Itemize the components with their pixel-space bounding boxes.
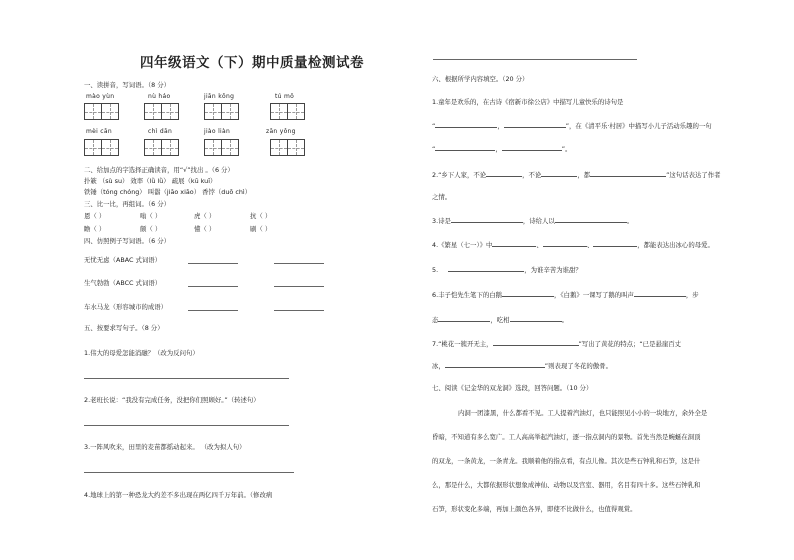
fill-text: ，在《清平乐·村居》中描写小儿子活动乐趣的一句 xyxy=(569,122,712,130)
page-title: 四年级语文（下）期中质量检测试卷 xyxy=(140,55,364,71)
section-2-heading: 二、给加点的字选择正确读音，用“√”找出 。（6 分） xyxy=(84,166,234,174)
fill-text: 。 xyxy=(561,316,568,324)
sentence-question: 2.老班长说：“我没有完成任务，没把你们照顾好。”（转述句） xyxy=(84,396,260,404)
imitate-example: 无忧无虑（ABAC 式词语） xyxy=(84,256,162,264)
fill-text: ，都 xyxy=(577,171,591,179)
fill-text: ，都能表达出冰心的母爱。 xyxy=(637,241,714,249)
section-4-heading: 四、仿照例子写词语。（6 分） xyxy=(84,237,170,245)
imitate-example: 车水马龙（形容城市的成语） xyxy=(84,303,168,311)
pinyin: jiào liàn xyxy=(204,128,231,135)
pinyin: jiān kōng xyxy=(204,93,235,100)
answer-line[interactable] xyxy=(84,472,294,473)
blank[interactable] xyxy=(543,240,587,247)
blank[interactable] xyxy=(492,240,536,247)
pinyin: mèi cān xyxy=(86,128,112,135)
fill-text: ，诗给人以 xyxy=(522,217,555,225)
pinyin: zān yǒng xyxy=(266,128,296,135)
fill-text: ，为谁辛苦为谁甜？ xyxy=(524,266,582,274)
writing-grid[interactable] xyxy=(144,139,178,156)
writing-grid[interactable] xyxy=(144,103,178,120)
writing-grid[interactable] xyxy=(270,103,304,120)
reading-paragraph: 昏暗，不知道有多么宽广。工人高高举起汽油灯，逐一指点洞内的景物。首先当然是蜿蜒在洞顶 xyxy=(432,433,701,441)
pinyin: mào yùn xyxy=(86,93,115,100)
answer-line[interactable] xyxy=(84,378,289,379)
fill-text: 、 xyxy=(586,241,594,249)
compare-item[interactable]: 虎（ ） xyxy=(194,212,216,220)
blank[interactable] xyxy=(486,170,522,177)
compare-item[interactable]: 恩（ ） xyxy=(84,212,106,220)
fill-text: 7.“桃花一簇开无主， xyxy=(432,340,493,348)
compare-item[interactable]: 颇（ ） xyxy=(140,225,162,233)
fill-question: 1.童年是欢乐的，在古诗《宿新市徐公店》中描写儿童快乐的诗句是 xyxy=(432,98,624,106)
reading-paragraph: 内洞一团漆黑，什么都看不见。工人提着汽油灯，也只能照见小小的一块地方，余外全是 xyxy=(458,409,708,417)
fill-question xyxy=(432,265,582,274)
reading-paragraph: 么，那是什么，大都依据形状想象成神仙、动物以及宫室、器用，名目有四十多。这些石钟乳和 xyxy=(432,481,701,489)
section-6-heading: 六、根据所学内容填空。（20 分） xyxy=(432,75,529,83)
fill-text: 态 xyxy=(432,316,439,324)
fill-question xyxy=(432,361,612,370)
pinyin: tú mǒ xyxy=(275,93,295,100)
writing-grid[interactable] xyxy=(204,139,238,156)
section-2-line: 扑簌 （sù su） 效率（lǜ lǜ） 疏展（kū kuī） xyxy=(84,177,217,185)
answer-line[interactable] xyxy=(274,310,324,311)
fill-text: ”这句话表达了作者 xyxy=(666,171,721,179)
blank[interactable] xyxy=(634,290,686,297)
fill-text: 、 xyxy=(536,241,543,249)
fill-text: ”则表现了冬花的傲骨。 xyxy=(544,362,612,370)
fill-question xyxy=(432,216,633,225)
blank[interactable] xyxy=(502,144,562,151)
fill-text: ，步 xyxy=(685,291,699,299)
answer-line[interactable] xyxy=(188,286,238,287)
blank[interactable] xyxy=(435,121,497,128)
compare-item[interactable]: 懂（ ） xyxy=(194,225,216,233)
pinyin: nù háo xyxy=(148,93,171,100)
fill-text: 。 xyxy=(626,217,634,225)
section-7-heading: 七、阅读《记金华的双龙洞》选段，回答问题。（10 分） xyxy=(432,384,593,392)
fill-text: ”写出了黄花的特点；“已是悬崖百丈 xyxy=(578,340,682,348)
fill-text: ，不论 xyxy=(522,171,542,179)
blank[interactable] xyxy=(504,121,566,128)
section-3-heading: 三、比一比，再组词。（6 分） xyxy=(84,200,170,208)
answer-line[interactable] xyxy=(84,425,289,426)
answer-line[interactable] xyxy=(188,310,238,311)
writing-grid[interactable] xyxy=(270,139,304,156)
blank[interactable] xyxy=(493,339,579,346)
fill-text: 冰， xyxy=(432,362,445,370)
fill-question xyxy=(432,290,699,299)
fill-text: 3.诗是 xyxy=(432,217,451,225)
blank[interactable] xyxy=(451,216,523,223)
pinyin: chì dān xyxy=(148,128,173,135)
blank[interactable] xyxy=(590,170,666,177)
fill-question xyxy=(432,240,714,249)
fill-text: ，《白鹅》一课写了鹅的叫声 xyxy=(554,291,634,299)
fill-text: 6.丰子恺先生笔下的白鹅 xyxy=(432,291,503,299)
blank[interactable] xyxy=(510,315,562,322)
section-5-heading: 五、按要求写句子。（8 分） xyxy=(84,324,164,332)
compare-item[interactable]: 刷（ ） xyxy=(250,225,272,233)
fill-text: 。 xyxy=(565,145,572,153)
compare-item[interactable]: 抗（ ） xyxy=(250,212,272,220)
blank[interactable] xyxy=(502,290,554,297)
answer-line[interactable] xyxy=(274,286,324,287)
sentence-question: 4.地球上的第一种恐龙大约差不多出现在两亿四千万年前。（修改病 xyxy=(84,491,273,499)
imitate-example: 生气勃勃（ABCC 式词语） xyxy=(84,279,162,287)
writing-grid[interactable] xyxy=(84,139,118,156)
answer-line[interactable] xyxy=(274,263,324,264)
blank[interactable] xyxy=(555,216,627,223)
fill-question xyxy=(432,315,568,324)
fill-question: “ ， ”，在《清平乐·村居》中描写小儿子活动乐趣的一句 xyxy=(432,122,712,130)
left-column xyxy=(84,0,396,560)
section-2-line: 铁锤（tóng chóng） 叫嚣（jiāo xiāo） 香饽（duō chì） xyxy=(84,188,252,196)
fill-text: ，吃相 xyxy=(490,316,510,324)
compare-item[interactable]: 瞻（ ） xyxy=(84,225,106,233)
blank[interactable] xyxy=(438,315,490,322)
fill-question: “ ， ”。 xyxy=(432,145,572,153)
blank[interactable] xyxy=(435,144,495,151)
fill-text: 之情。 xyxy=(432,193,452,201)
reading-paragraph: 石笋，形状变化多端，再加上颜色各异，即使不比做什么，也值得观赏。 xyxy=(432,505,637,513)
writing-grid[interactable] xyxy=(204,103,238,120)
blank[interactable] xyxy=(593,240,637,247)
fill-text: 5. xyxy=(432,266,439,274)
right-column xyxy=(430,0,760,560)
fill-question xyxy=(432,170,721,179)
blank[interactable] xyxy=(448,265,524,272)
fill-text: 4.《繁星（七一）》中 xyxy=(432,241,493,249)
section-1-heading: 一、读拼音，写词语。（8 分） xyxy=(84,81,170,89)
sentence-question: 1.伟大的母爱怎能消融？（改为反问句） xyxy=(84,349,199,357)
compare-item[interactable]: 嗡（ ） xyxy=(140,212,162,220)
fill-question xyxy=(432,339,681,348)
fill-text: 2.“乡下人家，不论 xyxy=(432,171,487,179)
blank[interactable] xyxy=(445,361,545,368)
writing-grid[interactable] xyxy=(84,103,118,120)
answer-line[interactable] xyxy=(188,263,238,264)
sentence-question: 3.一阵风吹来，田里的麦苗都摇动起来。 （改为拟人句） xyxy=(84,443,246,451)
blank[interactable] xyxy=(541,170,577,177)
reading-paragraph: 的双龙，一条黄龙，一条青龙。我顺着他的指点看，有点儿像。其次是些石钟乳和石笋，这是什 xyxy=(432,457,701,465)
